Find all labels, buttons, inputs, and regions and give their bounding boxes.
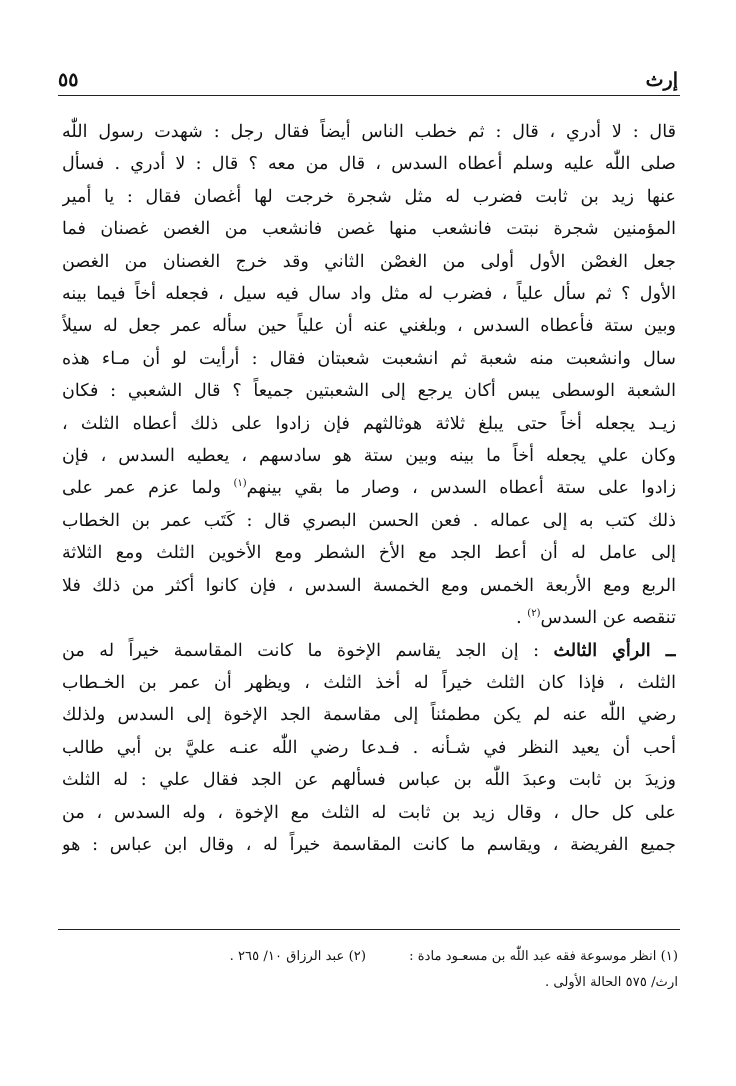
body-text — [62, 116, 676, 861]
text-line: رضي اللّٰه عنه لم يكن مطمئناً إلى مقاسمة الجد الإخوة إلى السدس ولذلك — [62, 705, 676, 726]
text-line — [62, 635, 676, 667]
text-line: الربع ومع الأربعة الخمس ومع الخمسة السدس ، فإن كانوا أكثر من ذلك فلا — [62, 575, 676, 596]
section-title: إرث — [645, 69, 678, 91]
footnote-row — [140, 970, 678, 996]
text-line: جميع الفريضة ، ويقاسم ما كانت المقاسمة خيراً له ، وقال ابن عباس : هو — [62, 834, 676, 855]
text-line: زيـد يجعله أخاً حتى يبلغ ثلاثة هوثالثهم فإن زادوا على ذلك أعطاه الثلث ، — [62, 413, 676, 434]
page-header — [58, 58, 678, 92]
page-number: ٥٥ — [58, 69, 79, 91]
footnotes — [140, 944, 678, 996]
header-divider — [58, 95, 680, 96]
text-line: وكان علي يجعله أخاً ما بينه وبين ستة هو سادسهم ، يعطيه السدس ، فإن — [62, 446, 676, 467]
text-line: وبين ستة فأعطاه السدس ، وبلغني عنه أن علياً حين سأله عمر جعل له سيلاً — [62, 316, 676, 337]
text-line: قال : لا أدري ، قال : ثم خطب الناس أيضاً فقال رجل : شهدت رسول اللّٰه — [62, 122, 676, 142]
text-segment: . — [516, 608, 528, 629]
text-line: الأول ؟ ثم سأل علياً ، فضرب له مثل واد سال فيه سيل ، فجعله أخاً فيما بينه — [62, 284, 676, 305]
text-line: سال وانشعبت منه شعبة ثم انشعبت شعبتان فقال : أرأيت لو أن مـاء هذه — [62, 348, 676, 369]
subheading: ــ الرأي الثالث — [553, 639, 676, 661]
footnote-divider — [58, 929, 680, 930]
text-line: الشعبة الوسطى يبس أكان يرجع إلى الشعبتين جميعاً ؟ قال الشعبي : فكان — [62, 381, 676, 402]
text-line: أحب أن يعيد النظر في شـأنه . فـدعا رضي اللّٰه عنـه عليَّ بن أبي طالب — [62, 737, 676, 758]
footnote-ref-2[interactable]: (٢) — [527, 608, 541, 620]
text-segment: زادوا على ستة أعطاه السدس ، وصار ما بقي بينهم — [246, 478, 676, 499]
text-line: الثلث ، فإذا كان الثلث خيراً له أخذ الثلث ، ويظهر أن عمر بن الخـطاب — [62, 672, 676, 693]
text-segment: تنقصه عن السدس — [540, 608, 676, 629]
footnote-row — [140, 944, 678, 970]
text-line: ذلك كتب به إلى عماله . فعن الحسن البصري قال : كَتَب عمر بن الخطاب — [62, 510, 676, 531]
text-segment: : إن الجد يقاسم الإخوة ما كانت المقاسمة خيراً له من — [62, 640, 554, 661]
text-line: جعل الغصْن الأول أولى من الغصْن الثاني وقد خرج الغصنان من الغصن — [62, 251, 676, 272]
text-line: المؤمنين شجرة نبتت فانشعب منها غصن فانشعب من الغصن غصنان فما — [62, 219, 676, 240]
footnote-2: (٢) عبد الرزاق ١٠/ ٢٦٥ . — [229, 949, 366, 964]
text-line: إلى عامل له أن أعط الجد مع الأخ الشطر ومع الأخوين الثلث ومع الثلاثة — [62, 543, 676, 564]
text-line — [62, 472, 676, 504]
text-segment: ولما عزم عمر على — [62, 478, 234, 499]
text-line — [62, 602, 676, 634]
footnote-ref-1[interactable]: (١) — [233, 478, 247, 490]
text-line: صلى اللّٰه عليه وسلم أعطاه السدس ، قال من معه ؟ قال : لا أدري . فسأل — [62, 154, 676, 175]
footnote-1-continued: ارث/ ٥٧٥ الحالة الأولى . — [545, 975, 678, 990]
footnote-1: (١) انظر موسوعة فقه عبد اللّٰه بن مسعـود مادة : — [409, 949, 678, 964]
text-line: عنها زيد بن ثابت فضرب له مثل شجرة خرجت لها أغصان فقال : يا أمير — [62, 186, 676, 207]
text-line: وزيدَ بن ثابت وعبدَ اللّٰه بن عباس فسألهم عن الجد فقال علي : له الثلث — [62, 770, 676, 791]
text-line: على كل حال ، وقال زيد بن ثابت له الثلث مع الإخوة ، وله السدس ، من — [62, 802, 676, 823]
